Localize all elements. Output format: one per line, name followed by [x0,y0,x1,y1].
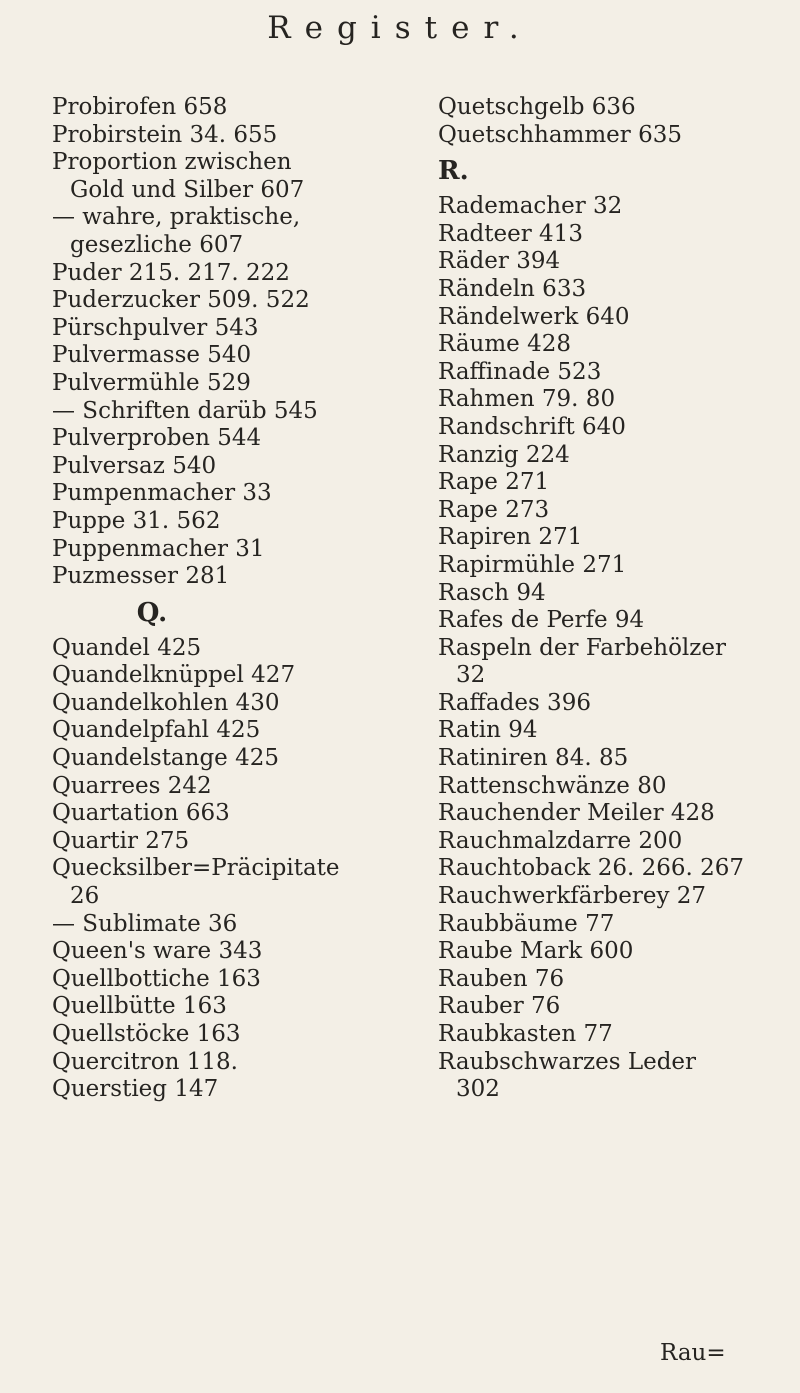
index-entry: Querstieg 147 [52,1076,219,1103]
index-entry: Rattenschwänze 80 [438,772,667,799]
index-entry: Raube Mark 600 [438,938,634,965]
index-entry: Proportion zwischen [52,149,292,176]
index-entry: Rafes de Perfe 94 [438,607,645,634]
index-entry: Quandelkohlen 430 [52,689,280,716]
index-entry: Puzmesser 281 [52,563,230,590]
index-entry: Probirstein 34. 655 [52,121,278,148]
index-entry: Raffinade 523 [438,358,602,385]
index-entry: 32 [456,662,486,689]
index-entry: Quellbottiche 163 [52,965,261,992]
index-entry: Rapirmühle 271 [438,551,627,578]
index-entry: Puppenmacher 31 [52,535,265,562]
index-entry: Rauchtoback 26. 266. 267 [438,855,745,882]
index-entry: Gold und Silber 607 [70,176,305,203]
section-letter: R. [438,156,469,187]
index-entry: Ratin 94 [438,717,538,744]
index-entry: Rauber 76 [438,993,561,1020]
index-entry: Quellbütte 163 [52,993,227,1020]
index-entry: Rademacher 32 [438,193,623,220]
index-entry: Quartation 663 [52,800,230,827]
index-entry: Rändeln 633 [438,275,587,302]
index-entry: Radteer 413 [438,220,583,247]
index-entry: Puppe 31. 562 [52,507,221,534]
index-entry: Raubkasten 77 [438,1021,613,1047]
index-entry: Rapiren 271 [438,524,583,551]
index-entry: Quandelpfahl 425 [52,717,261,744]
index-entry: Probirofen 658 [52,94,228,120]
index-entry: Pulversaz 540 [52,452,217,479]
index-entry: Quandel 425 [52,634,202,661]
index-entry: Rauchmalzdarre 200 [438,827,683,854]
index-entry: Quarrees 242 [52,772,212,799]
section-letter: Q. [136,597,168,628]
index-entry: Rauchwerkfärberey 27 [438,883,707,910]
index-entry: Randschrift 640 [438,413,626,440]
index-entry: — Schriften darüb 545 [52,397,318,424]
index-entry: Pumpenmacher 33 [52,480,272,507]
index-entry: Quecksilber=Präcipitate [52,855,340,882]
index-entry: Raubschwarzes Leder [438,1048,697,1075]
index-entry: Quercitron 118. [52,1048,238,1075]
index-entry: Puderzucker 509. 522 [52,287,310,314]
index-entry: Rape 273 [438,496,550,523]
left-column [52,94,432,1104]
index-entry: Puder 215. 217. 222 [52,259,290,286]
index-entry: gesezliche 607 [70,231,244,258]
index-entry: Quartir 275 [52,827,190,854]
index-entry: Rauben 76 [438,965,565,992]
catchword: Rau= [660,1340,726,1366]
index-entry: Rahmen 79. 80 [438,386,616,413]
index-entry: Queen's ware 343 [52,938,263,965]
index-entry: Rasch 94 [438,579,546,606]
index-entry: — wahre, praktische, [52,204,301,231]
index-entry: Raffades 396 [438,689,591,716]
index-entry: Räume 428 [438,331,572,358]
index-entry: Rape 271 [438,469,550,496]
index-entry: Raubbäume 77 [438,910,615,937]
index-entry: Quetschgelb 636 [438,94,636,120]
index-entry: Ratiniren 84. 85 [438,745,629,772]
index-entry: Ranzig 224 [438,441,570,468]
index-entry: Räder 394 [438,248,561,275]
index-entry: Raspeln der Farbehölzer [438,634,726,661]
index-entry: Quellstöcke 163 [52,1021,241,1047]
index-entry: Pulvermasse 540 [52,342,252,369]
index-entry: Rändelwerk 640 [438,303,630,330]
index-entry: — Sublimate 36 [52,910,238,937]
index-entry: 26 [70,883,100,910]
page-header: Register. [267,10,533,46]
index-entry: Quetschhammer 635 [438,121,682,148]
index-entry: Quandelknüppel 427 [52,662,296,689]
index-entry: 302 [456,1076,500,1103]
index-entry: Quandelstange 425 [52,745,280,772]
right-column [438,94,800,1104]
index-entry: Pulvermühle 529 [52,369,251,396]
index-entry: Rauchender Meiler 428 [438,800,715,827]
index-entry: Pulverproben 544 [52,425,262,452]
index-entry: Pürschpulver 543 [52,314,259,341]
